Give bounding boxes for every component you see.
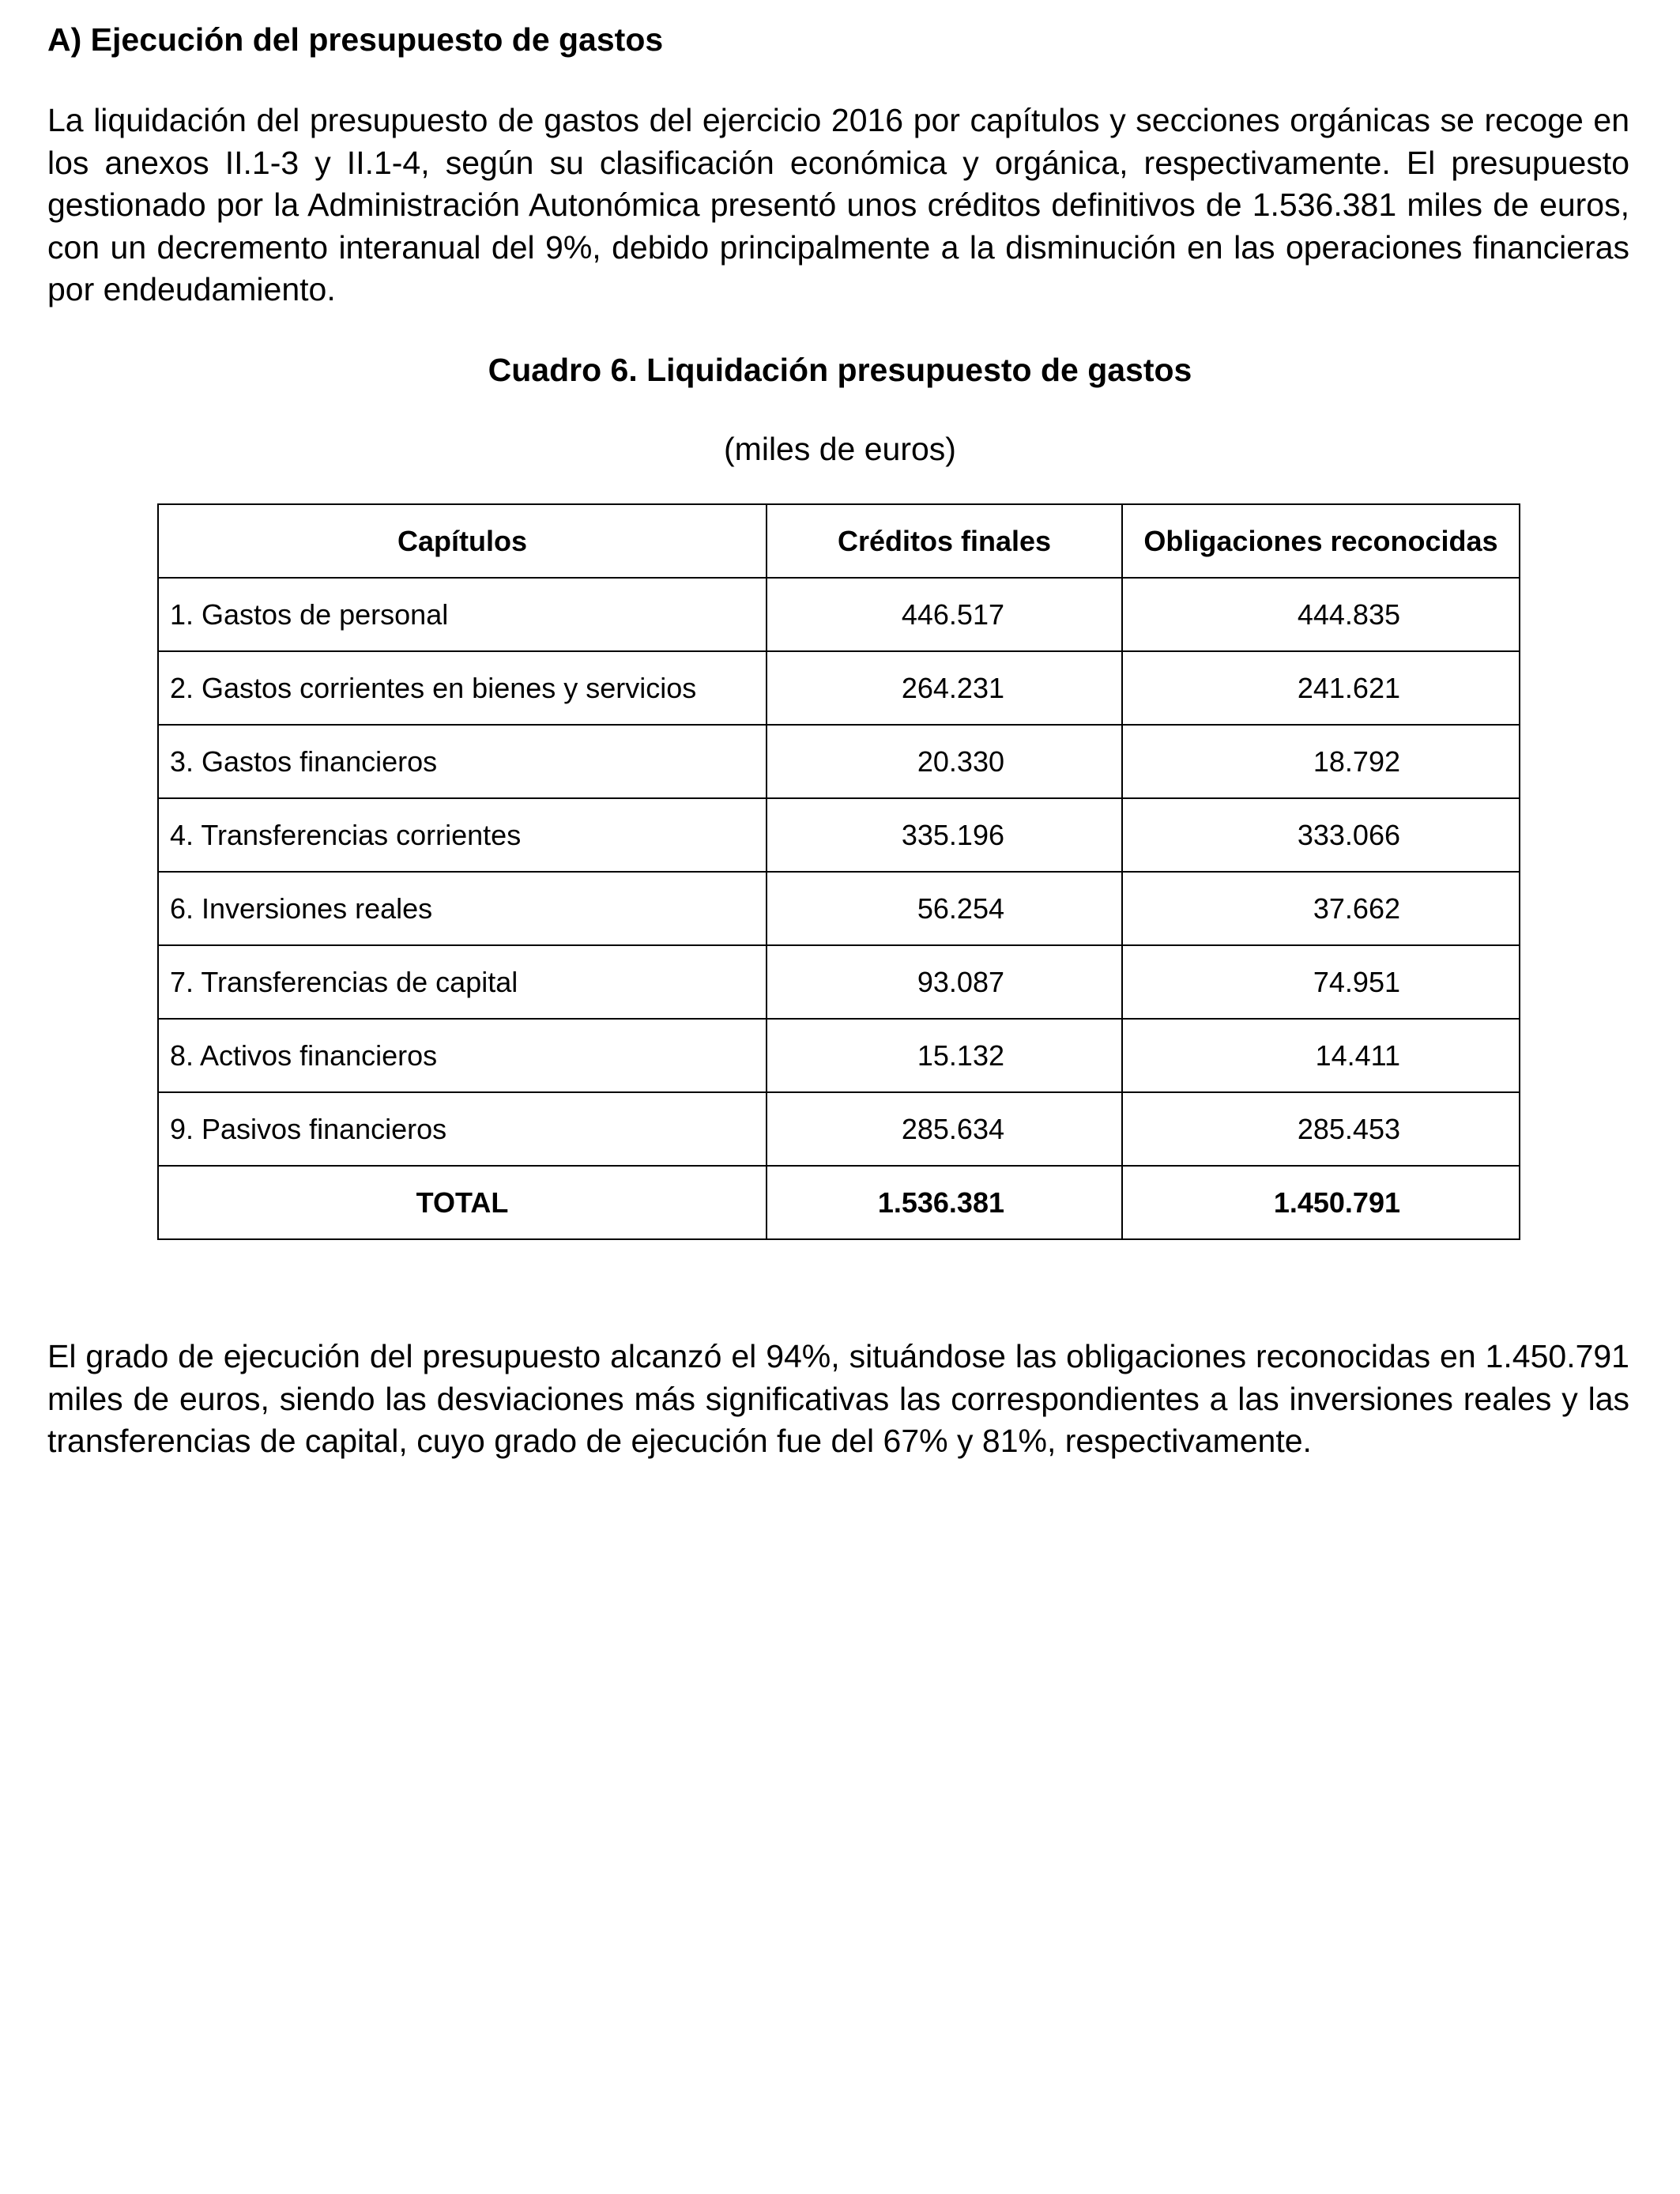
section-heading: A) Ejecución del presupuesto de gastos <box>47 21 664 58</box>
creditos-cell: 335.196 <box>767 798 1122 872</box>
chapter-cell: 6. Inversiones reales <box>158 872 767 945</box>
chapter-cell: 2. Gastos corrientes en bienes y servicios <box>158 651 767 725</box>
table-row <box>158 651 1520 725</box>
table-row <box>158 725 1520 798</box>
chapter-cell: 9. Pasivos financieros <box>158 1092 767 1166</box>
budget-table <box>157 503 1520 1240</box>
obligaciones-cell: 37.662 <box>1122 872 1520 945</box>
table-row <box>158 945 1520 1019</box>
closing-paragraph: El grado de ejecución del presupuesto alcanzó el 94%, situándose las obligaciones reconocidas en 1.450.791 miles de euros, siendo las desviaciones más significativas las correspondientes a las inversiones reales y las transferencias de capital, cuyo grado de ejecución fue del 67% y 81%, respectivamente. <box>47 1338 1629 1459</box>
creditos-cell: 20.330 <box>767 725 1122 798</box>
chapter-cell: 4. Transferencias corrientes <box>158 798 767 872</box>
column-header-capitulos: Capítulos <box>158 504 767 578</box>
intro-paragraph: La liquidación del presupuesto de gastos del ejercicio 2016 por capítulos y secciones orgánicas se recoge en los anexos II.1-3 y II.1-4, según su clasificación económica y orgánica, respectivamente. El presupuesto gestionado por la Administración Autonómica presentó unos créditos definitivos de 1.536.381 miles de euros, con un decremento interanual del 9%, debido principalmente a la disminución en las operaciones financieras por endeudamiento. <box>47 102 1629 307</box>
creditos-cell: 264.231 <box>767 651 1122 725</box>
total-obligaciones-cell: 1.450.791 <box>1122 1166 1520 1239</box>
obligaciones-cell: 333.066 <box>1122 798 1520 872</box>
obligaciones-cell: 241.621 <box>1122 651 1520 725</box>
creditos-cell: 446.517 <box>767 578 1122 651</box>
creditos-cell: 93.087 <box>767 945 1122 1019</box>
column-header-creditos: Créditos finales <box>767 504 1122 578</box>
obligaciones-cell: 285.453 <box>1122 1092 1520 1166</box>
table-row <box>158 798 1520 872</box>
total-label-cell: TOTAL <box>158 1166 767 1239</box>
creditos-cell: 56.254 <box>767 872 1122 945</box>
table-row <box>158 578 1520 651</box>
obligaciones-cell: 74.951 <box>1122 945 1520 1019</box>
table-total-row <box>158 1166 1520 1239</box>
chapter-cell: 1. Gastos de personal <box>158 578 767 651</box>
table-unit: (miles de euros) <box>724 431 956 467</box>
creditos-cell: 285.634 <box>767 1092 1122 1166</box>
table-row <box>158 1019 1520 1092</box>
chapter-cell: 8. Activos financieros <box>158 1019 767 1092</box>
obligaciones-cell: 18.792 <box>1122 725 1520 798</box>
table-header-row <box>158 504 1520 578</box>
table-caption: Cuadro 6. Liquidación presupuesto de gastos <box>488 352 1192 388</box>
obligaciones-cell: 14.411 <box>1122 1019 1520 1092</box>
column-header-obligaciones: Obligaciones reconocidas <box>1122 504 1520 578</box>
creditos-cell: 15.132 <box>767 1019 1122 1092</box>
total-creditos-cell: 1.536.381 <box>767 1166 1122 1239</box>
table-row <box>158 1092 1520 1166</box>
chapter-cell: 3. Gastos financieros <box>158 725 767 798</box>
obligaciones-cell: 444.835 <box>1122 578 1520 651</box>
chapter-cell: 7. Transferencias de capital <box>158 945 767 1019</box>
table-row <box>158 872 1520 945</box>
